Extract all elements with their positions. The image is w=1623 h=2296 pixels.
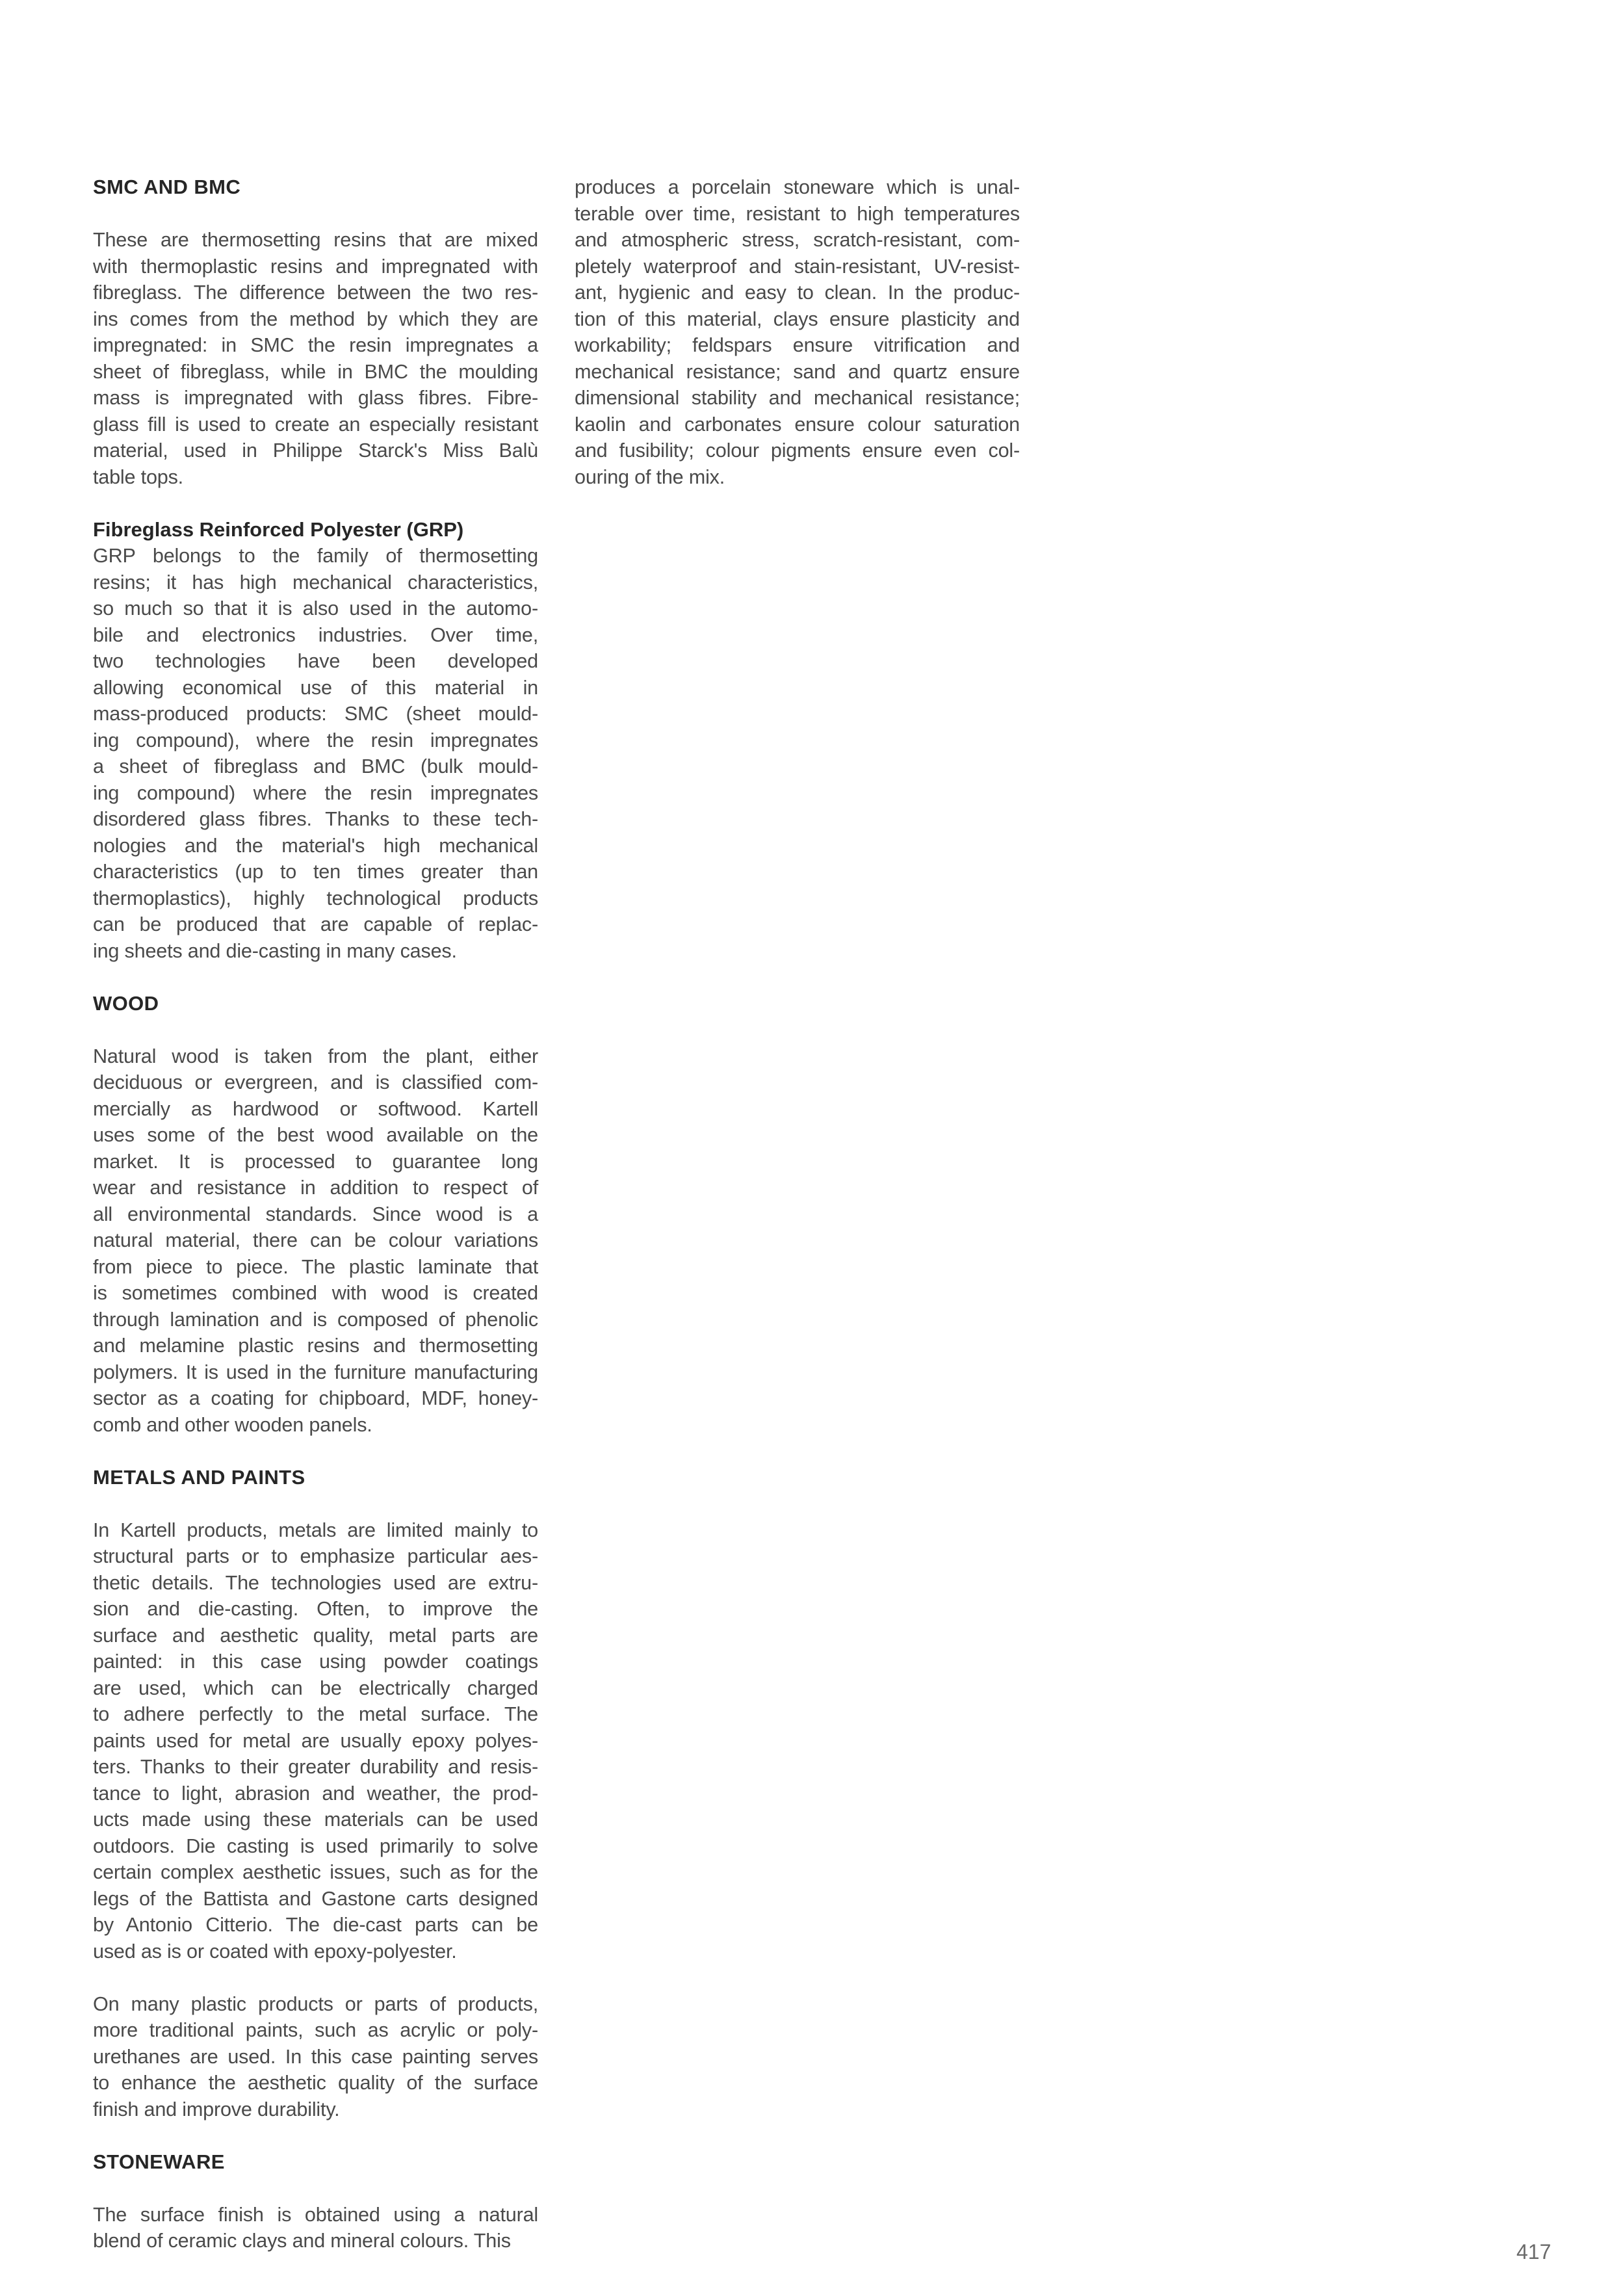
- text-line: mechanical resistance; sand and quartz ensure: [575, 360, 1020, 383]
- heading-smc-bmc: SMC AND BMC: [93, 176, 241, 198]
- text-line: blend of ceramic clays and mineral colours. This: [93, 2230, 511, 2252]
- text-line: mass-produced products: SMC (sheet mould-: [93, 703, 538, 725]
- paragraph-stoneware-continued: [575, 174, 1020, 490]
- left-column: [93, 174, 538, 2254]
- text-line: natural material, there can be colour variations: [93, 1229, 538, 1251]
- text-line: The surface finish is obtained using a natural: [93, 2203, 538, 2226]
- text-line: by Antonio Citterio. The die-cast parts can be: [93, 1914, 538, 1936]
- heading-stoneware: STONEWARE: [93, 2150, 225, 2173]
- text-line: market. It is processed to guarantee long: [93, 1150, 538, 1173]
- text-line: structural parts or to emphasize particular aes-: [93, 1545, 538, 1567]
- paragraph-metals-2: [93, 1991, 538, 2123]
- text-line: mercially as hardwood or softwood. Kartell: [93, 1097, 538, 1120]
- text-line: certain complex aesthetic issues, such as for the: [93, 1861, 538, 1883]
- text-line: painted: in this case using powder coatings: [93, 1650, 538, 1673]
- text-line: finish and improve durability.: [93, 2098, 340, 2120]
- text-line: allowing economical use of this material in: [93, 676, 538, 699]
- heading-wood: WOOD: [93, 991, 159, 1015]
- text-line: to adhere perfectly to the metal surface. The: [93, 1703, 538, 1725]
- text-line: is sometimes combined with wood is created: [93, 1282, 538, 1304]
- text-line: glass fill is used to create an especially resistant: [93, 413, 538, 436]
- page-number: 417: [1516, 2240, 1552, 2263]
- text-line: GRP belongs to the family of thermosetting: [93, 545, 538, 567]
- text-line: dimensional stability and mechanical resistance;: [575, 387, 1020, 409]
- text-line: comb and other wooden panels.: [93, 1413, 372, 1436]
- text-line: outdoors. Die casting is used primarily to solve: [93, 1834, 538, 1857]
- text-line: mass is impregnated with glass fibres. Fibre-: [93, 387, 538, 409]
- text-line: produces a porcelain stoneware which is unal-: [575, 176, 1020, 198]
- text-line: used as is or coated with epoxy-polyester.: [93, 1940, 457, 1963]
- heading-metals-paints: METALS AND PAINTS: [93, 1465, 305, 1489]
- text-line: polymers. It is used in the furniture manufacturing: [93, 1361, 538, 1383]
- paragraph-smc-bmc: [93, 227, 538, 490]
- text-line: characteristics (up to ten times greater than: [93, 861, 538, 883]
- text-line: through lamination and is composed of phenolic: [93, 1308, 538, 1331]
- text-line: deciduous or evergreen, and is classified com-: [93, 1071, 538, 1093]
- text-line: pletely waterproof and stain-resistant, UV-resist-: [575, 255, 1020, 278]
- text-line: legs of the Battista and Gastone carts designed: [93, 1887, 538, 1910]
- paragraph-stoneware: [93, 2202, 538, 2254]
- text-line: a sheet of fibreglass and BMC (bulk mould-: [93, 755, 538, 777]
- text-line: tion of this material, clays ensure plasticity and: [575, 307, 1020, 330]
- text-line: resins; it has high mechanical characteristics,: [93, 571, 538, 594]
- text-line: uses some of the best wood available on the: [93, 1124, 538, 1146]
- text-line: more traditional paints, such as acrylic or poly-: [93, 2019, 538, 2041]
- text-line: and fusibility; colour pigments ensure even col-: [575, 439, 1020, 462]
- text-line: disordered glass fibres. Thanks to these tech-: [93, 808, 538, 830]
- text-line: ing sheets and die-casting in many cases.: [93, 939, 457, 962]
- text-line: thermoplastics), highly technological products: [93, 887, 538, 909]
- heading-grp: Fibreglass Reinforced Polyester (GRP): [93, 517, 464, 541]
- text-line: ouring of the mix.: [575, 465, 725, 488]
- text-line: ant, hygienic and easy to clean. In the produc-: [575, 281, 1020, 304]
- text-line: ucts made using these materials can be used: [93, 1808, 538, 1831]
- text-line: wear and resistance in addition to respect of: [93, 1177, 538, 1199]
- text-line: On many plastic products or parts of products,: [93, 1992, 538, 2015]
- paragraph-metals-1: [93, 1517, 538, 1965]
- text-line: sector as a coating for chipboard, MDF, honey-: [93, 1387, 538, 1409]
- text-line: sheet of fibreglass, while in BMC the moulding: [93, 360, 538, 383]
- text-line: ing compound) where the resin impregnates: [93, 781, 538, 804]
- text-line: to enhance the aesthetic quality of the surface: [93, 2072, 538, 2094]
- text-line: table tops.: [93, 465, 183, 488]
- text-line: nologies and the material's high mechanical: [93, 834, 538, 857]
- text-line: impregnated: in SMC the resin impregnates a: [93, 334, 538, 356]
- paragraph-grp: [93, 543, 538, 964]
- text-line: with thermoplastic resins and impregnated with: [93, 255, 538, 278]
- text-line: paints used for metal are usually epoxy polyes-: [93, 1729, 538, 1752]
- text-line: two technologies have been developed: [93, 650, 538, 672]
- text-line: In Kartell products, metals are limited mainly to: [93, 1519, 538, 1541]
- text-line: tance to light, abrasion and weather, the prod-: [93, 1782, 538, 1805]
- text-line: ing compound), where the resin impregnates: [93, 729, 538, 751]
- text-line: ins comes from the method by which they are: [93, 307, 538, 330]
- text-line: sion and die-casting. Often, to improve the: [93, 1598, 538, 1620]
- text-line: from piece to piece. The plastic laminate that: [93, 1255, 538, 1278]
- text-line: urethanes are used. In this case painting serves: [93, 2045, 538, 2068]
- text-line: material, used in Philippe Starck's Miss Balù: [93, 439, 538, 462]
- text-line: and atmospheric stress, scratch-resistant, com-: [575, 229, 1020, 251]
- text-line: workability; feldspars ensure vitrification and: [575, 334, 1020, 356]
- text-line: surface and aesthetic quality, metal parts are: [93, 1624, 538, 1647]
- text-line: Natural wood is taken from the plant, either: [93, 1045, 538, 1067]
- text-line: can be produced that are capable of replac-: [93, 913, 538, 935]
- paragraph-wood: [93, 1043, 538, 1439]
- text-line: ters. Thanks to their greater durability and resis-: [93, 1756, 538, 1778]
- text-line: kaolin and carbonates ensure colour saturation: [575, 413, 1020, 436]
- text-line: all environmental standards. Since wood is a: [93, 1203, 538, 1225]
- text-line: are used, which can be electrically charged: [93, 1676, 538, 1699]
- text-line: bile and electronics industries. Over time,: [93, 623, 538, 646]
- text-line: thetic details. The technologies used are extru-: [93, 1571, 538, 1594]
- text-line: fibreglass. The difference between the two res-: [93, 281, 538, 304]
- text-line: These are thermosetting resins that are mixed: [93, 229, 538, 251]
- text-line: terable over time, resistant to high temperatures: [575, 202, 1020, 225]
- text-line: and melamine plastic resins and thermosetting: [93, 1335, 538, 1357]
- right-column: [575, 174, 1020, 490]
- text-line: so much so that it is also used in the automo-: [93, 597, 538, 620]
